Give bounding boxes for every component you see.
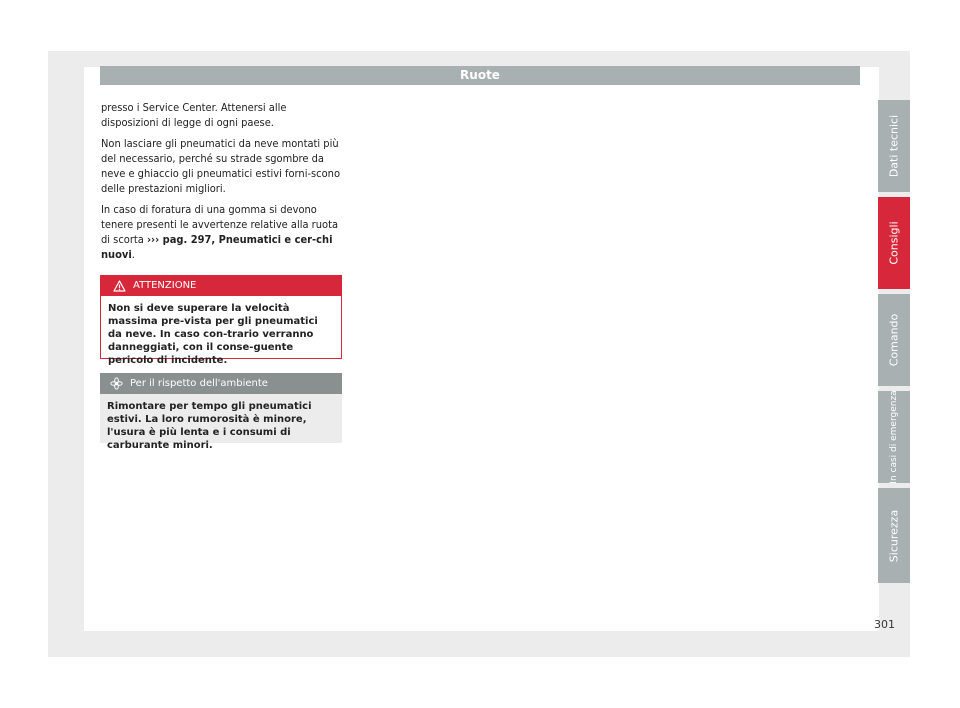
tab-sicurezza[interactable] (878, 488, 910, 583)
warning-triangle-icon (113, 280, 126, 292)
tab-dati-tecnici[interactable] (878, 100, 910, 192)
page-reference-link[interactable]: pag. 297, Pneumatici e cer-chi nuovi (101, 233, 333, 261)
warning-title: ATTENZIONE (133, 280, 197, 291)
environment-box (100, 373, 342, 451)
flower-icon (110, 377, 123, 390)
section-header: Ruote (100, 66, 860, 85)
tab-label: Comando (887, 313, 901, 367)
paragraph-3-text: In caso di foratura di una gomma si devono tenere presenti le avvertenze relative alla ruota di scorta (101, 203, 339, 246)
tab-comando[interactable] (878, 294, 910, 386)
tab-label: In casi di emergenza (889, 390, 899, 484)
paragraph-3-end: . (131, 248, 135, 261)
environment-text: Rimontare per tempo gli pneumatici estivi. La loro rumorosità è minore, l'usura è più lenta e i consumi di carburante minori. (107, 401, 312, 451)
page-number: 301 (874, 618, 895, 631)
tab-label: Dati tecnici (887, 114, 901, 178)
paragraph-1: presso i Service Center. Attenersi alle disposizioni di legge di ogni paese. (101, 101, 287, 129)
environment-header (100, 373, 342, 394)
tab-label: Sicurezza (887, 509, 901, 562)
environment-title: Per il rispetto dell'ambiente (130, 378, 268, 389)
warning-box (100, 275, 342, 366)
paragraph-3 (101, 202, 345, 262)
warning-text: Non si deve superare la velocità massima pre-vista per gli pneumatici da neve. In caso con-trario verranno danneggiati, con il conse-guente pericolo di incidente. (108, 303, 318, 366)
tab-label: Consigli (887, 221, 901, 265)
tab-consigli[interactable] (878, 197, 910, 289)
body-text (101, 100, 345, 268)
warning-header (101, 276, 341, 296)
paragraph-2: Non lasciare gli pneumatici da neve montati più del necessario, perché su strade sgombre da neve e ghiaccio gli pneumatici estivi forni-scono delle prestazioni migliori. (101, 137, 340, 195)
tab-in-casi-di-emergenza[interactable] (878, 391, 910, 483)
reference-arrow: ››› (146, 233, 160, 246)
